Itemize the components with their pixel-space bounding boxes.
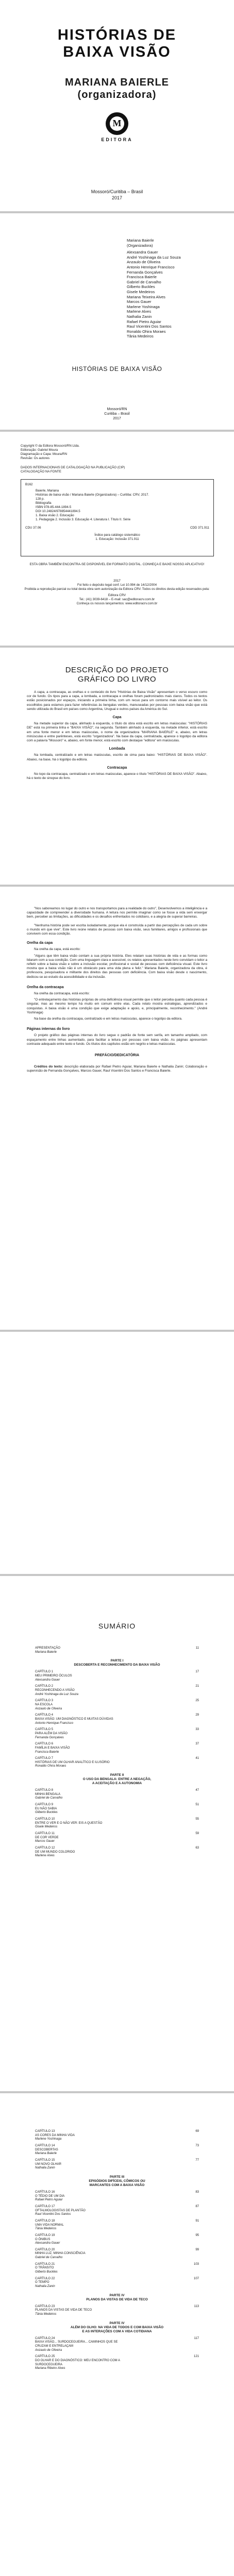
copyright-credits xyxy=(21,444,213,461)
catalog-entry: 1. Baixa visão 2. Educação xyxy=(36,514,74,517)
toc-entry-label: CAPÍTULO 19 O ÔNIBUS xyxy=(35,2233,55,2241)
description-body xyxy=(27,690,207,785)
title-page-footer xyxy=(0,407,234,421)
toc-entry-page: 107 xyxy=(193,2277,199,2280)
section-heading: Contracapa xyxy=(107,766,127,770)
toc-entry[interactable] xyxy=(35,1832,199,1840)
toc-author: Fernanda Gonçalves xyxy=(35,1736,64,1739)
toc-entry-label: CAPÍTULO 12 DE UM MUNDO COLORIDO xyxy=(35,1846,75,1854)
toc-entry[interactable] xyxy=(35,2234,199,2242)
legal-deposit: Foi feito o depósito legal conf. Lei 10.994 de 14/12/2004 xyxy=(77,583,157,587)
copyright-line: Copyright © da Editora Mossoró/RN Ltda. xyxy=(21,444,80,448)
toc-entry-page: 103 xyxy=(193,2262,199,2266)
toc-entry-label: CAPÍTULO 24 BAIXA VISÃO... SURDOCEGUEIRA... CAMINHOS QUE SE CRUZAM E ENTRELAÇAM xyxy=(35,2336,118,2348)
section-heading: Orelha da capa xyxy=(27,941,53,945)
catalog-cdu: CDU 37.06 xyxy=(25,526,41,530)
toc-entry[interactable] xyxy=(35,2159,199,2166)
toc-entry-page: 73 xyxy=(195,2144,199,2147)
catalog-entry: Histórias de baixa visão / Mariana Baierle (Organizadora) – Curitiba: CRV, 2017. xyxy=(36,493,149,497)
toc-author: Mariana Baierle xyxy=(35,2152,57,2156)
preface-paragraph: Na orelha da capa, está escrito: xyxy=(34,947,81,952)
author-name: André Yoshinaga da Luz Souza xyxy=(127,255,181,260)
toc-entry-page: 11 xyxy=(195,1647,199,1650)
toc-entry-page: 117 xyxy=(194,2336,199,2340)
toc-entry-label: CAPÍTULO 3 NA ESCOLA xyxy=(35,1699,54,1706)
toc-entry-page: 77 xyxy=(195,2158,199,2162)
toc-part-heading: PARTE IV ALÉM DO OLHO: NA VIDA DE TODOS E COM BAIXA VISÃO E AS INTERAÇÕES COM A VIDA COTIDIANA xyxy=(70,2321,164,2333)
legal-year: 2017 xyxy=(113,579,121,583)
toc-entry-label: CAPÍTULO 9 EU NÃO SABIA xyxy=(35,1803,57,1810)
publisher-address-site: Conheça os nossos lançamentos: www.editoracrv.com.br xyxy=(76,602,158,605)
section-heading: Capa xyxy=(112,716,122,720)
toc-entry-page: 33 xyxy=(195,1728,199,1732)
toc-author: Antonio Henrique Francisco xyxy=(35,1721,74,1725)
toc-entry-page: 51 xyxy=(195,1803,199,1807)
toc-entry-label: CAPÍTULO 21 O TRÂNSITO xyxy=(35,2262,55,2270)
credits-text: descrição elaborada por Rafael Pietro Aguiar, Mariana Baierle e Nathalia Zanin; Colaboração e supervisão de Fernanda Gonçalves, Marcos Gauer, Raul Vicentini Dos Santos e Francisca Baierle. xyxy=(27,1065,207,1073)
toc-author: Gabriel de Carvalho xyxy=(35,2256,63,2260)
title-page-year: 2017 xyxy=(113,417,121,420)
section-heading: Lombada xyxy=(109,747,125,751)
cover-city-line: Mossoró/Curitiba – Brasil xyxy=(91,189,143,194)
toc-entry-page: 99 xyxy=(195,2248,199,2251)
toc-entry[interactable] xyxy=(35,2130,199,2138)
catalog-entry: Bibliografia xyxy=(36,501,52,505)
publisher-name: EDITORA xyxy=(101,137,133,142)
toc-entry-label: CAPÍTULO 15 UM NOVO OLHAR xyxy=(35,2158,62,2166)
toc-entry-page: 37 xyxy=(195,1742,199,1746)
authors-list xyxy=(127,238,181,339)
toc-entry[interactable] xyxy=(35,2219,199,2227)
catalog-header-sub: CATALOGAÇÃO NA FONTE xyxy=(21,470,61,473)
preface-paragraph: "Nenhuma história pode ser escrita isoladamente, porque ela é construída a partir das percepções de cada um sobre o mundo em que vive". Este livro reúne relatos de pessoas com baixa visão, seus familiares, amigos e profissionais que convivem com essa condição. xyxy=(27,923,207,936)
toc-author: Francisca Baierle xyxy=(35,1750,59,1754)
toc-entry-page: 47 xyxy=(195,1789,199,1792)
toc-entry-page: 95 xyxy=(195,2233,199,2237)
toc-entry[interactable] xyxy=(35,1789,199,1797)
preface-quote: "O entrelaçamento das histórias próprias de uma deficiência visual permite que o leitor perceba quanto cada pessoa é singular, mas ao mesmo tempo há muito em comum entre elas. Cada relato mostra estratégias, aprendizados e conquistas. A baixa visão é uma condição que exige adaptação e apoio, e, principalmente, reconhecimento." (André Yoshinaga) xyxy=(27,998,207,1014)
organizer-role: (Organizadora) xyxy=(127,243,153,248)
toc-entry[interactable] xyxy=(35,2144,199,2152)
author-name: Mariana Teixeira Alves xyxy=(127,294,165,299)
toc-author: Marlene Yoshinaga xyxy=(35,2138,62,2141)
description-capa: Na metade superior da capa, alinhado à esquerda, o título do obra está escrito em letras maiúsculas: "HISTÓRIAS DE" está na primeira linha e "BAIXA VISÃO", na segunda. Também alinhado à esquerda, na metade inferior, está escrito em uma fonte menor e em letras maiúsculas, o nome da organizadora "MARIANA BAIERLE" e, abaixo, em letras minúsculas e entre parênteses, está escrito "organizadora". Na base da capa, centralizada, aparece o logotipo da editora com a palavra "Mossoró" e, abaixo, em fonte menor, está escrito com destaque "editora" em maiúsculas. xyxy=(27,722,207,743)
author-name: Rafael Pietro Aguiar xyxy=(127,319,161,324)
toc-entry-label: CAPÍTULO 25 DO OLHAR E DO DIAGNÓSTICO: MEU ENCONTRO COM A SURDOCEGUEIRA xyxy=(35,2355,121,2366)
toc-entry-page: 63 xyxy=(195,1846,199,1850)
blank-page xyxy=(0,1332,234,1574)
toc-entry-page: 69 xyxy=(195,2130,199,2133)
catalog-entry: Baierle, Mariana xyxy=(36,489,59,493)
toc-entry-page: 59 xyxy=(195,1832,199,1836)
summary-list-continued xyxy=(35,2128,199,2374)
author-name: Gisele Medeiros xyxy=(127,289,155,294)
toc-entry[interactable] xyxy=(35,2205,199,2213)
author-name: Alexsandra Gauer xyxy=(127,250,158,255)
toc-entry-page: 83 xyxy=(195,2190,199,2194)
copyright-line: Editoração: Gabriel Moura xyxy=(21,448,58,452)
section-heading: PREFÁCIO/DEDICATÓRIA xyxy=(94,1054,140,1058)
catalog-index-entry: 1. Educação: Inclusão 371.911 xyxy=(95,537,139,541)
author-name: Raul Vicentini Dos Santos xyxy=(127,324,172,329)
publisher-address-contact: Tel.: (41) 3039-6418 – E-mail: sac@editoracrv.com.br xyxy=(79,598,155,601)
toc-entry[interactable] xyxy=(35,1757,199,1765)
toc-author: Alexsandra Gauer xyxy=(35,1678,60,1682)
toc-entry[interactable] xyxy=(35,1685,199,1692)
toc-entry[interactable] xyxy=(35,1714,199,1721)
toc-entry-label: CAPÍTULO 14 DESCOBERTAS xyxy=(35,2144,58,2151)
toc-author: Gisele Medeiros xyxy=(35,1825,58,1829)
preface-body xyxy=(27,907,207,1074)
author-name: Fernanda Gonçalves xyxy=(127,269,163,275)
catalog-card xyxy=(21,479,214,556)
description-contracapa: No topo da contracapa, centralizado e em letras maiúsculas, aparece o título "HISTÓRIAS DE BAIXA VISÃO". Abaixo, há o texto de sinopse do livro. xyxy=(27,772,207,781)
toc-entry-page: 121 xyxy=(193,2355,199,2359)
toc-entry-page: 29 xyxy=(195,1714,199,1717)
toc-author: Marlene Alves xyxy=(35,1854,55,1858)
copyright-line: Revisão: Os autores xyxy=(21,456,50,460)
author-name: Anzaulo de Oliveira xyxy=(127,260,161,265)
toc-entry-label: CAPÍTULO 20 MINHA LUZ, MINHA CONSCIÊNCIA xyxy=(35,2248,86,2256)
toc-author: Gabriel de Carvalho xyxy=(35,1797,63,1800)
toc-entry-label: CAPÍTULO 8 MINHA BENGALA xyxy=(35,1789,61,1796)
author-name: Marlene Alves xyxy=(127,309,152,314)
legal-block xyxy=(21,579,213,606)
catalog-index: Índice para catálogo sistemático xyxy=(94,533,140,537)
toc-entry-label: CAPÍTULO 7 HISTÓRIAS DE UM OLHAR ANALÍTICO E ILUSÓRIO xyxy=(35,1757,110,1764)
toc-entry-label: CAPÍTULO 13 AS CORES DA MINHA VIDA xyxy=(35,2130,75,2137)
organizer-name: Mariana Baierle xyxy=(127,238,154,243)
toc-entry[interactable] xyxy=(35,1803,199,1811)
catalog-entry: ISBN 978-85-444-1894-5 xyxy=(36,505,72,509)
toc-entry-label: CAPÍTULO 5 PARA ALÉM DA VISÃO xyxy=(35,1728,68,1735)
toc-entry[interactable] xyxy=(35,1670,199,1678)
copyright-line: Diagramação e Capa: Moura/RN xyxy=(21,452,68,456)
toc-entry-label: CAPÍTULO 1 MEU PRIMEIRO ÓCULOS xyxy=(35,1670,72,1677)
legal-rights: Proibida a reprodução parcial ou total desta obra sem autorização da Editora CRV. Todos os direitos desta edição reservados pela: xyxy=(24,587,210,591)
toc-author: Gilberto Buckles xyxy=(35,2270,58,2274)
credits-label: Créditos do texto: xyxy=(34,1065,63,1069)
toc-entry-page: 113 xyxy=(194,2304,199,2308)
toc-entry-label: APRESENTAÇÃO xyxy=(35,1647,60,1650)
toc-entry[interactable] xyxy=(35,2305,199,2313)
section-heading: Orelha da contracapa xyxy=(27,985,64,989)
toc-entry-page: 41 xyxy=(195,1757,199,1760)
title-page-place: Curitiba – Brasil xyxy=(104,412,130,416)
catalog-header xyxy=(21,466,213,474)
toc-author: Anzaulo de Oliveira xyxy=(35,1707,62,1710)
toc-author: Gilberto Buckles xyxy=(35,1811,58,1815)
summary-title: SUMÁRIO xyxy=(98,1622,136,1630)
catalog-cdd: CDD 371.911 xyxy=(190,526,209,530)
preface-paragraph: Na orelha da contracapa, está escrito: xyxy=(34,992,90,996)
description-lombada: Na lombada, centralizado e em letras maiúsculas, escrito de cima para baixo: "HISTÓRIAS DE BAIXA VISÃO". Abaixo, na base, há o logotipo da editora. xyxy=(27,753,207,761)
toc-entry-page: 17 xyxy=(195,1670,199,1674)
toc-entry[interactable] xyxy=(35,2337,199,2349)
toc-author: Raul Vicentini Dos Santos xyxy=(35,2213,71,2216)
preface-credits xyxy=(27,1065,207,1073)
title-page xyxy=(0,213,234,430)
toc-entry-page: 55 xyxy=(195,1818,199,1821)
cover-page xyxy=(0,0,234,211)
description-intro: A capa, a contracapa, as orelhas e o conteúdo do livro "Histórias de Baixa Visão" apresentam o verso escuro como cor de fundo. Os tipos para a capa, a lombada, a contracapa e orelhas foram padronizados mais claros. Todos os textos estão posicionados por espaços, iniciando a primeira linha, com um recuo para um contorno mais visível ao leitor. Os escolhidos para estamos para fazer referências às bengalas verdes, manuseadas por pessoas com baixa visão que está sendo utilizada do Brasil em países como Argentina, Uruguai e outros países da América do Sul. xyxy=(27,690,207,711)
toc-entry-page: 91 xyxy=(195,2219,199,2223)
author-name: Antonio Henrique Francisco xyxy=(127,264,175,269)
toc-author: Marcos Gauer xyxy=(35,1840,55,1843)
toc-entry-label: CAPÍTULO 22 O TEMPO xyxy=(35,2277,55,2284)
author-name: Gilberto Buckles xyxy=(127,284,155,290)
toc-entry[interactable] xyxy=(35,2355,199,2367)
toc-entry[interactable] xyxy=(35,1699,199,1707)
toc-entry-label: CAPÍTULO 17 OFTALMOLOGISTAS DE PLANTÃO xyxy=(35,2205,86,2212)
preface-paragraph: O projeto gráfico das páginas internas do livro segue o padrão de fonte sem serifa, em tamanho ampliado, com espaçamento entre linhas aumentado, para facilitar a leitura por pessoas com baixa visão. As páginas apresentam contraste adequado entre texto e fundo. Os títulos dos capítulos estão em negrito e letras maiúsculas. xyxy=(27,1033,207,1046)
toc-entry[interactable] xyxy=(35,2248,199,2256)
toc-part-heading: PARTE II O USO DA BENGALA: ENTRE A NEGAÇÃO, A ACEITAÇÃO E A AUTONOMIA xyxy=(82,1773,152,1786)
toc-entry[interactable] xyxy=(35,1647,199,1651)
toc-entry-label: CAPÍTULO 23 PLANOS DA VISTAS DE VIDA DE TECO xyxy=(35,2304,92,2312)
toc-author: Nathalia Zanin xyxy=(35,2166,55,2170)
toc-author: Alexsandra Gauer xyxy=(35,2242,60,2245)
toc-entry-label: CAPÍTULO 4 BAIXA VISÃO: UM DIAGNÓSTICO E MUITAS DÚVIDAS xyxy=(35,1714,113,1721)
cover-author: MARIANA BAIERLE (organizadora) xyxy=(64,77,170,100)
toc-author: Mariana Baierle xyxy=(35,1650,57,1654)
toc-author: Rafael Pietro Aguiar xyxy=(35,2198,63,2202)
toc-entry-label: CAPÍTULO 16 O TÉDIO DE UM DIA xyxy=(35,2190,65,2198)
toc-entry-label: CAPÍTULO 6 FAMÍLIA E BAIXA VISÃO xyxy=(35,1742,70,1750)
author-name: Marlene Yoshinaga xyxy=(127,304,160,309)
toc-author: Tânia Medeiros xyxy=(35,2313,57,2316)
toc-author: Nathalia Zanin xyxy=(35,2285,55,2289)
toc-entry-label: CAPÍTULO 11 DE COR VERDE xyxy=(35,1832,59,1839)
author-name: Nathalia Zanin xyxy=(127,314,152,319)
toc-entry[interactable] xyxy=(35,1846,199,1854)
toc-entry[interactable] xyxy=(35,2191,199,2198)
author-name: Francisca Baierle xyxy=(127,275,157,280)
publisher-logo-icon xyxy=(106,112,128,135)
preface-paragraph: Na base da orelha da contracapa, centralizado e em letras maiúsculas, aparece o logotipo da editora. xyxy=(34,1017,182,1021)
toc-entry-page: 25 xyxy=(195,1699,199,1703)
toc-part-heading: PARTE IV PLANOS DA VISTAS DE VIDA DE TECO xyxy=(86,2293,148,2301)
catalog-entry: 1. Pedagogia 2. Inclusão 3. Educação 4. Literatura I. Título II. Série xyxy=(36,518,131,521)
author-name: Gabriel de Carvalho xyxy=(127,279,161,284)
cover-city xyxy=(0,189,234,201)
description-title: DESCRIÇÃO DO PROJETO GRÁFICO DO LIVRO xyxy=(65,666,169,684)
toc-entry-page: 21 xyxy=(195,1685,199,1688)
section-heading: Páginas internas do livro xyxy=(27,1027,70,1031)
preface-quote: "Alguns que têm baixa visão contam a sua própria história. Eles relatam suas histórias de vida e as formas como lidaram com a sua condição. Com uma linguagem clara e acessível, os relatos apresentados neste livro convidam o leitor a refletir sobre a baixa visão e sobre a inclusão escolar, profissional e social de pessoas com deficiência visual. Este livro mostra que a baixa visão não é um obstáculo para uma vida plena e feliz." Mariana Baierle, organizadora da obra, é professora, pesquisadora e militante dos direitos das pessoas com deficiência. Com baixa visão desde o nascimento, dedicou-se ao estudo da acessibilidade e da inclusão. xyxy=(27,954,207,979)
title-page-title: HISTÓRIAS DE BAIXA VISÃO xyxy=(72,365,162,372)
summary-list xyxy=(35,1645,199,1861)
toc-entry[interactable] xyxy=(35,1742,199,1750)
catalog-entry: 128 p. xyxy=(36,497,45,501)
toc-part-heading: PARTE III EPISÓDIOS DIFÍCEIS, CÔMICOS OU MARCANTES COM A BAIXA VISÃO xyxy=(89,2175,145,2187)
digital-notice: ESTA OBRA TAMBÉM ENCONTRA-SE DISPONÍVEL EM FORMATO DIGITAL. CONHEÇA E BAIXE NOSSO APLICATIVO! xyxy=(29,563,205,566)
catalog-code: B162 xyxy=(25,483,33,486)
toc-part-heading: PARTE I DESCOBERTA E RECONHECIMENTO DA BAIXA VISÃO xyxy=(74,1659,160,1667)
toc-author: Mariana Ribeiro Alves xyxy=(35,2367,65,2370)
cover-year: 2017 xyxy=(111,195,123,200)
publisher-address-name: Editora CRV xyxy=(108,594,126,597)
toc-entry[interactable] xyxy=(35,2277,199,2285)
toc-author: Anzaulo de Oliveira xyxy=(35,2348,62,2352)
toc-entry-label: CAPÍTULO 10 ENTRE O VER E O NÃO VER: EIS A QUESTÃO xyxy=(35,1818,103,1825)
author-name: Marcos Gauer xyxy=(127,299,152,304)
toc-entry[interactable] xyxy=(35,1728,199,1736)
catalog-header-title: DADOS INTERNACIONAIS DE CATALOGAÇÃO NA PUBLICAÇÃO (CIP) xyxy=(21,466,125,469)
toc-author: Ronaldo Ohira Moraes xyxy=(35,1765,66,1768)
toc-entry-label: CAPÍTULO 18 UMA VIDA NORMAL xyxy=(35,2219,64,2227)
toc-entry-label: CAPÍTULO 2 RECONHECENDO A VISÃO xyxy=(35,1685,75,1692)
toc-entry[interactable] xyxy=(35,2263,199,2270)
toc-author: Tânia Medeiros xyxy=(35,2227,57,2231)
title-page-city: Mossoró/RN xyxy=(107,408,127,411)
author-name: Ronaldo Ohira Moraes xyxy=(127,329,166,334)
cover-title: HISTÓRIAS DE BAIXA VISÃO xyxy=(57,27,177,60)
author-name: Tânia Medeiros xyxy=(127,334,154,339)
catalog-entry: DOI 10.24824/978854441894.5 xyxy=(36,510,80,513)
toc-entry[interactable] xyxy=(35,1818,199,1825)
toc-author: André Yoshinaga da Luz Souza xyxy=(35,1692,78,1696)
toc-entry-page: 87 xyxy=(195,2205,199,2208)
preface-paragraph: "Nos saboreamos no lugar do outro e nos transportamos para a realidade do outro", Desenvolvemos a inteligência e a capacidade de compreender a diversidade humana. A leitura nos permite imaginar como se fosse a vida sem enxergar bem, perceber as limitações, as dificuldades e os desafios enfrentados no cotidiano, e a alegria de superar barreiras. xyxy=(27,907,207,919)
